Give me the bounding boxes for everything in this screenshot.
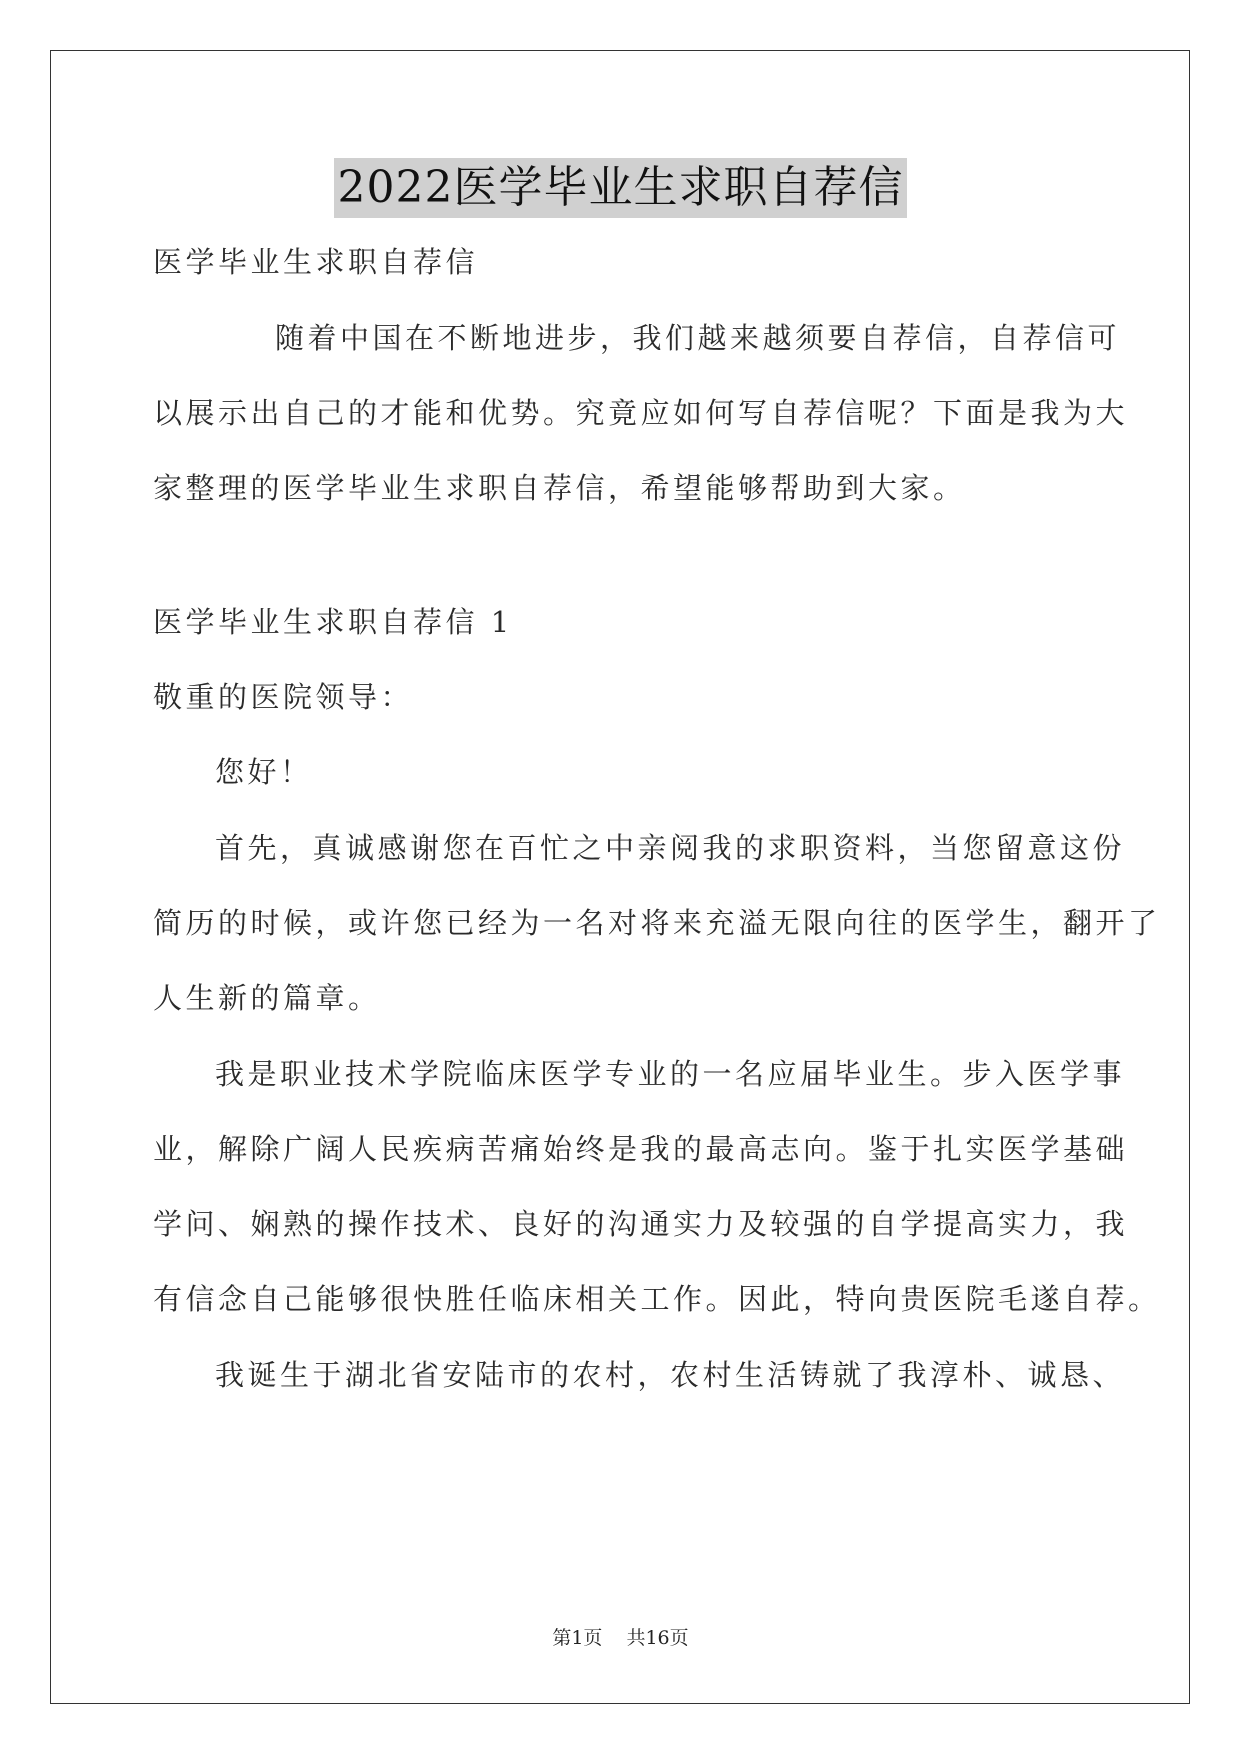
paragraph-line: 以展示出自己的才能和优势。究竟应如何写自荐信呢？下面是我为大: [153, 396, 1129, 430]
paragraph-line: 简历的时候，或许您已经为一名对将来充溢无限向往的医学生，翻开了: [153, 906, 1161, 940]
subtitle-line: 医学毕业生求职自荐信: [153, 245, 479, 279]
greeting-line: 您好！: [215, 755, 313, 789]
page-border: [50, 50, 1190, 1704]
document-title: 2022医学毕业生求职自荐信: [334, 158, 908, 218]
paragraph-line: 我是职业技术学院临床医学专业的一名应届毕业生。步入医学事: [215, 1057, 1126, 1091]
title-container: [0, 158, 1241, 218]
paragraph-line: 人生新的篇章。: [153, 981, 381, 1015]
section-heading: 医学毕业生求职自荐信 1: [153, 605, 513, 639]
page-number-current: 第1页: [552, 1627, 603, 1649]
paragraph-line: 有信念自己能够很快胜任临床相关工作。因此，特向贵医院毛遂自荐。: [153, 1282, 1161, 1316]
page-number-total: 共16页: [626, 1627, 689, 1649]
salutation-line: 敬重的医院领导：: [153, 680, 414, 714]
paragraph-line: 学问、娴熟的操作技术、良好的沟通实力及较强的自学提高实力，我: [153, 1207, 1129, 1241]
paragraph-line: 我诞生于湖北省安陆市的农村，农村生活铸就了我淳朴、诚恳、: [215, 1358, 1126, 1392]
paragraph-line: 随着中国在不断地进步，我们越来越须要自荐信，自荐信可: [275, 321, 1121, 355]
page-footer: [0, 1623, 1241, 1650]
paragraph-line: 家整理的医学毕业生求职自荐信，希望能够帮助到大家。: [153, 471, 966, 505]
paragraph-line: 首先，真诚感谢您在百忙之中亲阅我的求职资料，当您留意这份: [215, 831, 1126, 865]
paragraph-line: 业，解除广阔人民疾病苦痛始终是我的最高志向。鉴于扎实医学基础: [153, 1132, 1129, 1166]
